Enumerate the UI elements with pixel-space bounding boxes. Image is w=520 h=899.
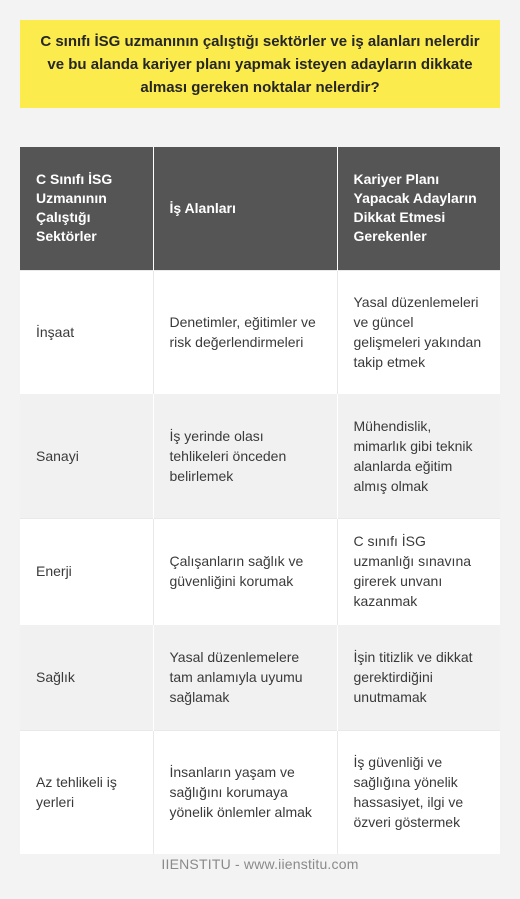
sector-cell: Sanayi (20, 393, 153, 518)
work-area-cell: Çalışanların sağlık ve güvenliğini korumak (153, 518, 337, 624)
page-title: C sınıfı İSG uzmanının çalıştığı sektörler ve iş alanları nelerdir ve bu alanda kariyer planı yapmak isteyen adayların dikkate alması gereken noktalar nelerdir? (40, 32, 480, 96)
work-area-cell: İş yerinde olası tehlikeleri önceden belirlemek (153, 393, 337, 518)
column-header-sectors: C Sınıfı İSG Uzmanının Çalıştığı Sektörler (20, 147, 153, 270)
sector-cell: Az tehlikeli iş yerleri (20, 730, 153, 854)
table-row (20, 730, 500, 854)
comparison-table (20, 147, 500, 854)
sector-cell: İnşaat (20, 270, 153, 393)
career-note-cell: C sınıfı İSG uzmanlığı sınavına girerek unvanı kazanmak (337, 518, 500, 624)
work-area-cell: Yasal düzenlemelere tam anlamıyla uyumu sağlamak (153, 624, 337, 730)
work-area-cell: Denetimler, eğitimler ve risk değerlendirmeleri (153, 270, 337, 393)
career-note-cell: Mühendislik, mimarlık gibi teknik alanlarda eğitim almış olmak (337, 393, 500, 518)
work-area-cell: İnsanların yaşam ve sağlığını korumaya yönelik önlemler almak (153, 730, 337, 854)
sector-cell: Sağlık (20, 624, 153, 730)
column-header-work-areas: İş Alanları (153, 147, 337, 270)
career-note-cell: İşin titizlik ve dikkat gerektirdiğini unutmamak (337, 624, 500, 730)
sector-cell: Enerji (20, 518, 153, 624)
table-row (20, 270, 500, 393)
career-note-cell: Yasal düzenlemeleri ve güncel gelişmeleri yakından takip etmek (337, 270, 500, 393)
table-row (20, 624, 500, 730)
table-header-row (20, 147, 500, 270)
table-row (20, 518, 500, 624)
table-row (20, 393, 500, 518)
career-note-cell: İş güvenliği ve sağlığına yönelik hassasiyet, ilgi ve özveri göstermek (337, 730, 500, 854)
column-header-career-notes: Kariyer Planı Yapacak Adayların Dikkat Etmesi Gerekenler (337, 147, 500, 270)
footer-source: IIENSTITU - www.iienstitu.com (161, 856, 359, 872)
title-banner (20, 20, 500, 108)
